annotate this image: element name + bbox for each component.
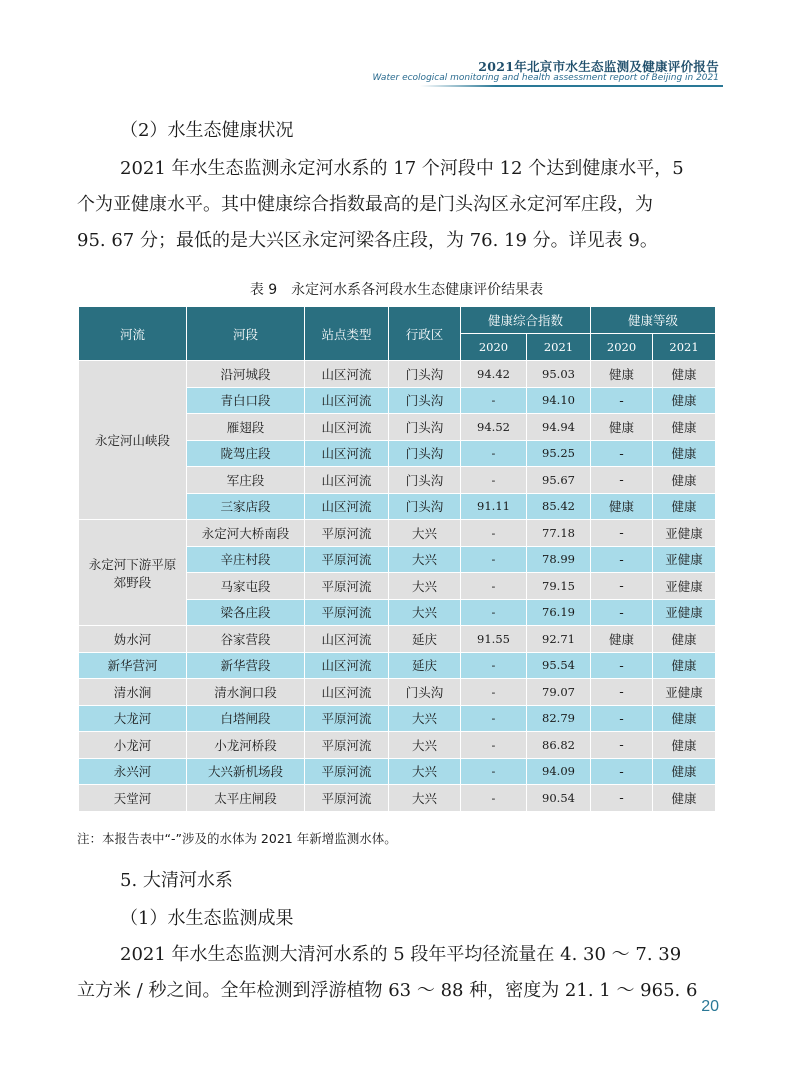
grade-2020-cell: 健康 [591,361,653,388]
table-row [79,732,716,759]
river-cell: 永兴河 [79,758,187,785]
district-cell: 大兴 [389,732,461,759]
grade-2021-cell: 健康 [653,652,716,679]
index-2021-cell: 79.15 [527,573,591,600]
paragraph-line: 个为亚健康水平。其中健康综合指数最高的是门头沟区永定河军庄段，为 [77,194,653,215]
grade-2020-cell: - [591,785,653,812]
sub-heading-monitoring: （1）水生态监测成果 [120,908,294,929]
col-header-grade-2021: 2021 [653,334,716,361]
grade-2020-cell: - [591,573,653,600]
district-cell: 大兴 [389,599,461,626]
index-2020-cell: - [461,652,527,679]
segment-cell: 沿河城段 [187,361,305,388]
grade-2020-cell: - [591,520,653,547]
index-2020-cell: - [461,467,527,494]
grade-2021-cell: 亚健康 [653,679,716,706]
site-type-cell: 山区河流 [305,440,389,467]
index-2020-cell: 91.11 [461,493,527,520]
segment-cell: 辛庄村段 [187,546,305,573]
district-cell: 门头沟 [389,493,461,520]
index-2020-cell: - [461,546,527,573]
site-type-cell: 平原河流 [305,599,389,626]
index-2021-cell: 95.03 [527,361,591,388]
header-divider [420,85,723,87]
district-cell: 门头沟 [389,387,461,414]
report-header-subtitle: Water ecological monitoring and health assessment report of Beijing in 2021 [372,73,719,83]
segment-cell: 太平庄闸段 [187,785,305,812]
segment-cell: 新华营段 [187,652,305,679]
index-2021-cell: 94.09 [527,758,591,785]
grade-2020-cell: - [591,679,653,706]
paragraph-line: 2021 年水生态监测永定河水系的 17 个河段中 12 个达到健康水平，5 [120,158,684,179]
district-cell: 大兴 [389,785,461,812]
site-type-cell: 平原河流 [305,546,389,573]
table-row [79,652,716,679]
district-cell: 大兴 [389,573,461,600]
site-type-cell: 山区河流 [305,652,389,679]
index-2021-cell: 92.71 [527,626,591,653]
segment-cell: 大兴新机场段 [187,758,305,785]
district-cell: 大兴 [389,758,461,785]
grade-2021-cell: 健康 [653,705,716,732]
grade-2020-cell: - [591,546,653,573]
grade-2020-cell: - [591,599,653,626]
index-2021-cell: 95.25 [527,440,591,467]
site-type-cell: 山区河流 [305,414,389,441]
grade-2021-cell: 健康 [653,493,716,520]
district-cell: 门头沟 [389,467,461,494]
index-2021-cell: 76.19 [527,599,591,626]
col-header-segment: 河段 [187,307,305,361]
site-type-cell: 平原河流 [305,520,389,547]
grade-2021-cell: 健康 [653,785,716,812]
col-header-grade-2020: 2020 [591,334,653,361]
paragraph-line: 2021 年水生态监测大清河水系的 5 段年平均径流量在 4. 30 ～ 7. 39 [120,944,682,965]
district-cell: 门头沟 [389,361,461,388]
table-note: 注：本报告表中“-”涉及的水体为 2021 年新增监测水体。 [77,831,397,846]
grade-2021-cell: 健康 [653,732,716,759]
table-row [79,785,716,812]
grade-2021-cell: 亚健康 [653,599,716,626]
index-2020-cell: - [461,732,527,759]
river-cell: 小龙河 [79,732,187,759]
page-number: 20 [701,998,719,1015]
river-cell: 新华营河 [79,652,187,679]
site-type-cell: 山区河流 [305,626,389,653]
segment-cell: 白塔闸段 [187,705,305,732]
district-cell: 门头沟 [389,679,461,706]
segment-cell: 三家店段 [187,493,305,520]
section-heading-daqing: 5. 大清河水系 [120,870,233,891]
grade-2020-cell: 健康 [591,626,653,653]
district-cell: 大兴 [389,705,461,732]
index-2020-cell: - [461,520,527,547]
index-2021-cell: 79.07 [527,679,591,706]
site-type-cell: 平原河流 [305,758,389,785]
river-cell: 天堂河 [79,785,187,812]
index-2021-cell: 82.79 [527,705,591,732]
district-cell: 大兴 [389,546,461,573]
index-2020-cell: - [461,758,527,785]
river-cell: 永定河下游平原郊野段 [79,520,187,626]
section-heading-health: （2）水生态健康状况 [120,120,294,141]
index-2021-cell: 95.67 [527,467,591,494]
site-type-cell: 山区河流 [305,679,389,706]
river-cell: 妫水河 [79,626,187,653]
grade-2021-cell: 健康 [653,440,716,467]
index-2020-cell: - [461,387,527,414]
paragraph-line: 95. 67 分；最低的是大兴区永定河梁各庄段，为 76. 19 分。详见表 9。 [77,230,658,251]
grade-2021-cell: 健康 [653,626,716,653]
district-cell: 延庆 [389,652,461,679]
segment-cell: 永定河大桥南段 [187,520,305,547]
district-cell: 延庆 [389,626,461,653]
grade-2021-cell: 亚健康 [653,546,716,573]
river-cell: 清水涧 [79,679,187,706]
grade-2020-cell: - [591,705,653,732]
site-type-cell: 平原河流 [305,732,389,759]
site-type-cell: 山区河流 [305,493,389,520]
grade-2021-cell: 健康 [653,387,716,414]
table-row [79,626,716,653]
grade-2021-cell: 亚健康 [653,520,716,547]
index-2020-cell: - [461,599,527,626]
health-evaluation-table [78,306,716,812]
grade-2021-cell: 健康 [653,467,716,494]
col-header-index: 健康综合指数 [461,307,591,334]
grade-2021-cell: 亚健康 [653,573,716,600]
grade-2021-cell: 健康 [653,414,716,441]
index-2021-cell: 95.54 [527,652,591,679]
district-cell: 大兴 [389,520,461,547]
site-type-cell: 山区河流 [305,467,389,494]
col-header-district: 行政区 [389,307,461,361]
index-2020-cell: 94.52 [461,414,527,441]
index-2020-cell: 94.42 [461,361,527,388]
river-cell: 永定河山峡段 [79,361,187,520]
col-header-index-2021: 2021 [527,334,591,361]
site-type-cell: 山区河流 [305,361,389,388]
grade-2021-cell: 健康 [653,758,716,785]
grade-2020-cell: - [591,467,653,494]
index-2021-cell: 86.82 [527,732,591,759]
grade-2021-cell: 健康 [653,361,716,388]
index-2021-cell: 78.99 [527,546,591,573]
site-type-cell: 平原河流 [305,573,389,600]
grade-2020-cell: - [591,758,653,785]
segment-cell: 小龙河桥段 [187,732,305,759]
table-row [79,679,716,706]
table-row [79,705,716,732]
segment-cell: 青白口段 [187,387,305,414]
index-2021-cell: 94.94 [527,414,591,441]
index-2021-cell: 94.10 [527,387,591,414]
segment-cell: 陇驾庄段 [187,440,305,467]
table-row [79,361,716,388]
index-2021-cell: 77.18 [527,520,591,547]
col-header-grade: 健康等级 [591,307,716,334]
table-caption: 表 9 永定河水系各河段水生态健康评价结果表 [249,282,544,298]
index-2020-cell: - [461,785,527,812]
segment-cell: 谷家营段 [187,626,305,653]
report-header-title: 2021年北京市水生态监测及健康评价报告 [478,59,719,74]
district-cell: 门头沟 [389,414,461,441]
grade-2020-cell: - [591,732,653,759]
site-type-cell: 平原河流 [305,705,389,732]
river-cell: 大龙河 [79,705,187,732]
segment-cell: 梁各庄段 [187,599,305,626]
index-2020-cell: - [461,440,527,467]
district-cell: 门头沟 [389,440,461,467]
index-2021-cell: 90.54 [527,785,591,812]
paragraph-line: 立方米 / 秒之间。全年检测到浮游植物 63 ～ 88 种，密度为 21. 1 ～ 965. 6 [77,980,698,1001]
site-type-cell: 平原河流 [305,785,389,812]
grade-2020-cell: 健康 [591,414,653,441]
table-row [79,758,716,785]
col-header-site-type: 站点类型 [305,307,389,361]
index-2020-cell: - [461,679,527,706]
table-row [79,520,716,547]
index-2020-cell: - [461,573,527,600]
index-2020-cell: - [461,705,527,732]
segment-cell: 雁翅段 [187,414,305,441]
grade-2020-cell: - [591,387,653,414]
col-header-river: 河流 [79,307,187,361]
segment-cell: 清水涧口段 [187,679,305,706]
segment-cell: 军庄段 [187,467,305,494]
grade-2020-cell: - [591,652,653,679]
index-2020-cell: 91.55 [461,626,527,653]
grade-2020-cell: - [591,440,653,467]
segment-cell: 马家屯段 [187,573,305,600]
col-header-index-2020: 2020 [461,334,527,361]
index-2021-cell: 85.42 [527,493,591,520]
site-type-cell: 山区河流 [305,387,389,414]
grade-2020-cell: 健康 [591,493,653,520]
